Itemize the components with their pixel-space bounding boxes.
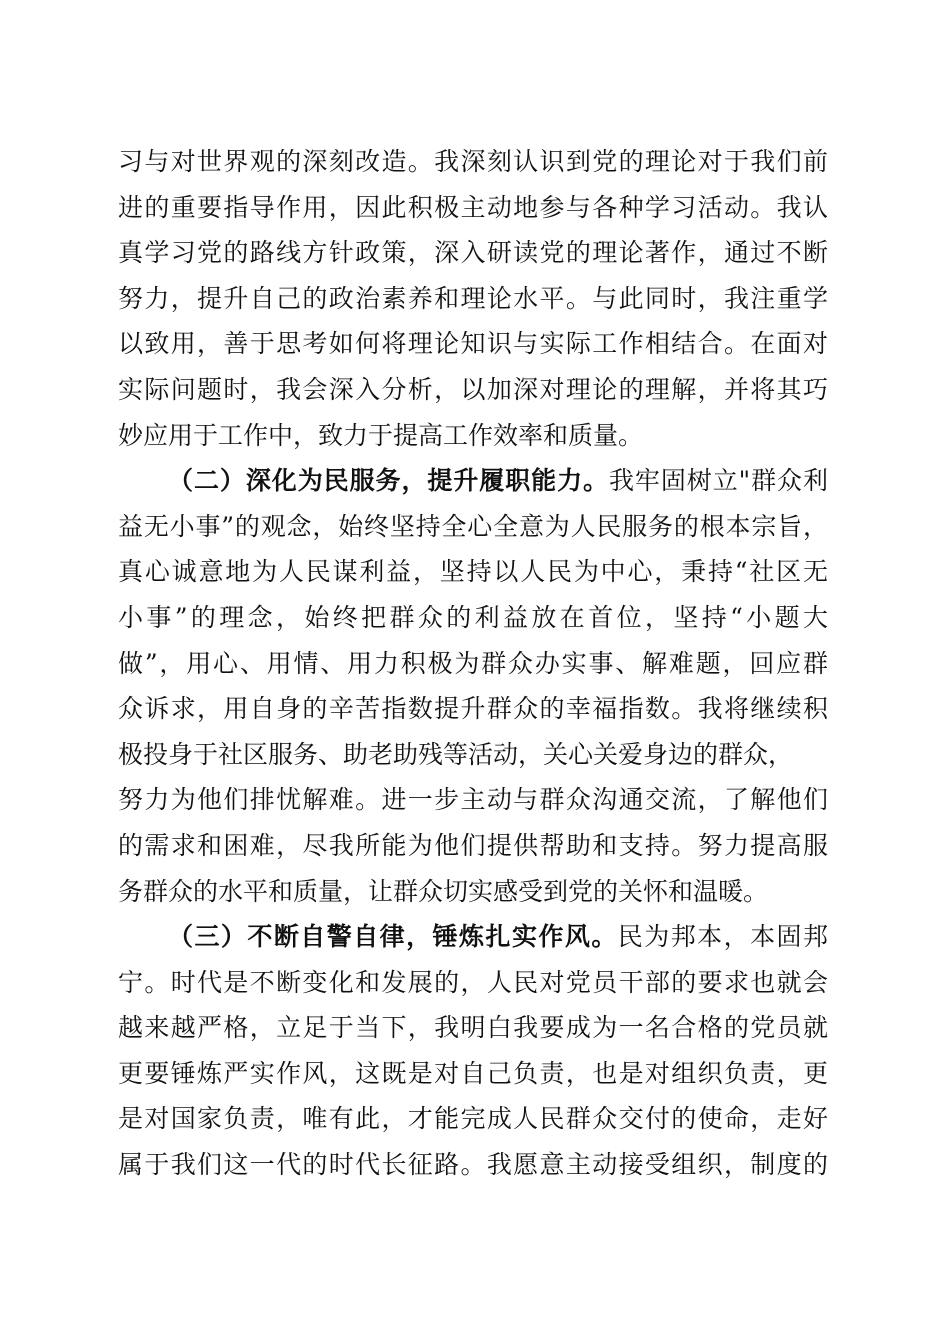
text-line: 越来越严格，立足于当下，我明白我要成为一名合格的党员就 bbox=[118, 1013, 828, 1043]
text-line: 真学习党的路线方针政策，深入研读党的理论著作，通过不断 bbox=[118, 238, 828, 268]
text-line: 小事”的理念，始终把群众的利益放在首位，坚持“小题大 bbox=[118, 602, 828, 632]
section-heading: （三）不断自警自律，锤炼扎实作风。 bbox=[168, 922, 618, 952]
paragraph-2 bbox=[118, 458, 828, 914]
paragraph-1 bbox=[118, 139, 828, 458]
text-run: 民为邦本，本固邦 bbox=[617, 922, 828, 952]
paragraph-first-line bbox=[118, 914, 828, 960]
text-line: 益无小事”的观念，始终坚持全心全意为人民服务的根本宗旨， bbox=[118, 511, 828, 541]
text-line: 妙应用于工作中，致力于提高工作效率和质量。 bbox=[118, 420, 644, 450]
paragraph-3 bbox=[118, 914, 828, 1188]
section-heading: （二）深化为民服务，提升履职能力。 bbox=[168, 466, 609, 496]
text-line: 努力，提升自己的政治素养和理论水平。与此同时，我注重学 bbox=[118, 283, 828, 313]
text-line: 习与对世界观的深刻改造。我深刻认识到党的理论对于我们前 bbox=[118, 147, 828, 176]
text-line: 是对国家负责，唯有此，才能完成人民群众交付的使命，走好 bbox=[118, 1104, 828, 1134]
text-line: 务群众的水平和质量，让群众切实感受到党的关怀和温暖。 bbox=[118, 876, 769, 906]
text-line: 极投身于社区服务、助老助残等活动，关心关爱身边的群众， bbox=[118, 739, 794, 769]
text-line: 实际问题时，我会深入分析，以加深对理论的理解，并将其巧 bbox=[118, 374, 828, 404]
text-line: 更要锤炼严实作风，这既是对自己负责，也是对组织负责，更 bbox=[118, 1058, 828, 1088]
text-line: 以致用，善于思考如何将理论知识与实际工作相结合。在面对 bbox=[118, 329, 828, 359]
text-line: 做”，用心、用情、用力积极为群众办实事、解难题，回应群 bbox=[118, 648, 828, 678]
text-line: 的需求和困难，尽我所能为他们提供帮助和支持。努力提高服 bbox=[118, 830, 828, 860]
document-body bbox=[118, 139, 828, 1188]
paragraph-first-line bbox=[118, 458, 828, 504]
text-line: 属于我们这一代的时代长征路。我愿意主动接受组织，制度的 bbox=[118, 1150, 828, 1180]
text-line: 真心诚意地为人民谋利益，坚持以人民为中心，秉持“社区无 bbox=[118, 557, 828, 587]
text-line: 宁。时代是不断变化和发展的，人民对党员干部的要求也就会 bbox=[118, 967, 828, 997]
text-line: 努力为他们排忧解难。进一步主动与群众沟通交流，了解他们 bbox=[118, 785, 828, 815]
text-line: 进的重要指导作用，因此积极主动地参与各种学习活动。我认 bbox=[118, 192, 828, 222]
text-line: 众诉求，用自身的辛苦指数提升群众的幸福指数。我将继续积 bbox=[118, 694, 828, 724]
text-run: 我牢固树立"群众利 bbox=[608, 466, 828, 496]
